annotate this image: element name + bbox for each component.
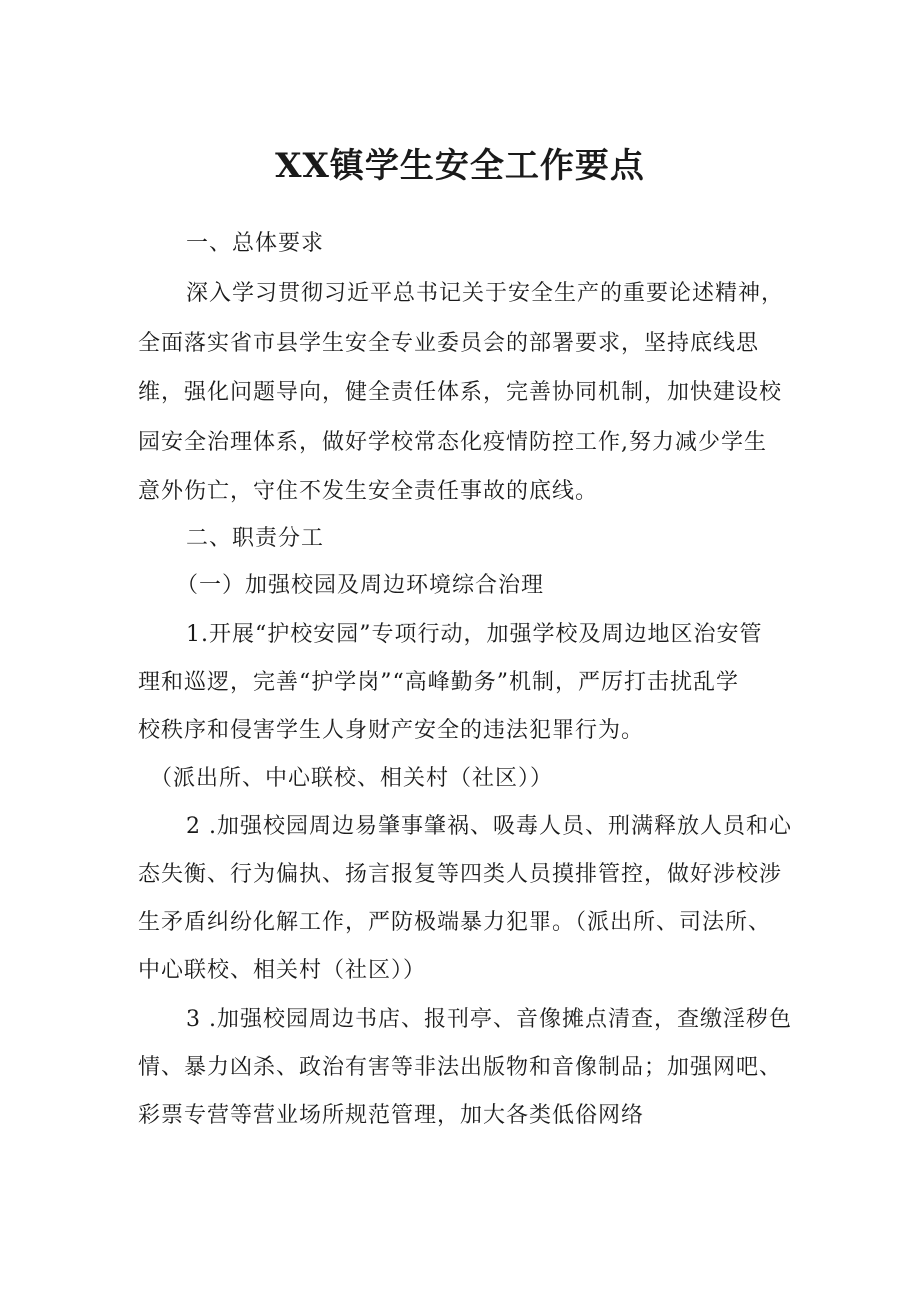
item-1-line: 1.开展“护校安园”专项行动，加强学校及周边地区治安管 xyxy=(186,622,763,647)
item-2-line: 中心联校、相关村（社区）） xyxy=(138,958,427,983)
heading-responsibilities: 二、职责分工 xyxy=(186,526,325,551)
paragraph-line: 深入学习贯彻习近平总书记关于安全生产的重要论述精神， xyxy=(186,281,785,306)
paragraph-line: 意外伤亡，守住不发生安全责任事故的底线。 xyxy=(138,479,599,504)
item-3-line: 彩票专营等营业场所规范管理，加大各类低俗网络 xyxy=(138,1103,645,1128)
paragraph-line: 全面落实省市县学生安全专业委员会的部署要求，坚持底线思 xyxy=(138,331,760,356)
item-2-line: 生矛盾纠纷化解工作，严防极端暴力犯罪。（派出所、司法所、 xyxy=(138,910,772,935)
subheading-campus-environment: （一）加强校园及周边环境综合治理 xyxy=(176,573,545,598)
paragraph-line: 维，强化问题导向，健全责任体系，完善协同机制，加快建设校 xyxy=(138,380,783,405)
paragraph-line: 园安全治理体系，做好学校常态化疫情防控工作,努力减少学生 xyxy=(138,430,767,455)
document-title: XX镇学生安全工作要点 xyxy=(275,146,645,186)
item-2-line: 态失衡、行为偏执、扬言报复等四类人员摸排管控，做好涉校涉 xyxy=(138,862,783,887)
item-1-responsible-units: （派出所、中心联校、相关村（社区）） xyxy=(150,766,554,791)
item-1-line: 校秩序和侵害学生人身财产安全的违法犯罪行为。 xyxy=(138,718,645,743)
item-3-line: 情、暴力凶杀、政治有害等非法出版物和音像制品；加强网吧、 xyxy=(138,1055,783,1080)
item-3-line: 3 .加强校园周边书店、报刊亭、音像摊点清查，查缴淫秽色 xyxy=(186,1007,792,1032)
item-1-line: 理和巡逻，完善“护学岗”“高峰勤务”机制，严厉打击扰乱学 xyxy=(138,670,739,695)
item-2-line: 2 .加强校园周边易肇事肇祸、吸毒人员、刑满释放人员和心 xyxy=(186,814,792,839)
heading-overall-requirements: 一、总体要求 xyxy=(186,231,325,256)
